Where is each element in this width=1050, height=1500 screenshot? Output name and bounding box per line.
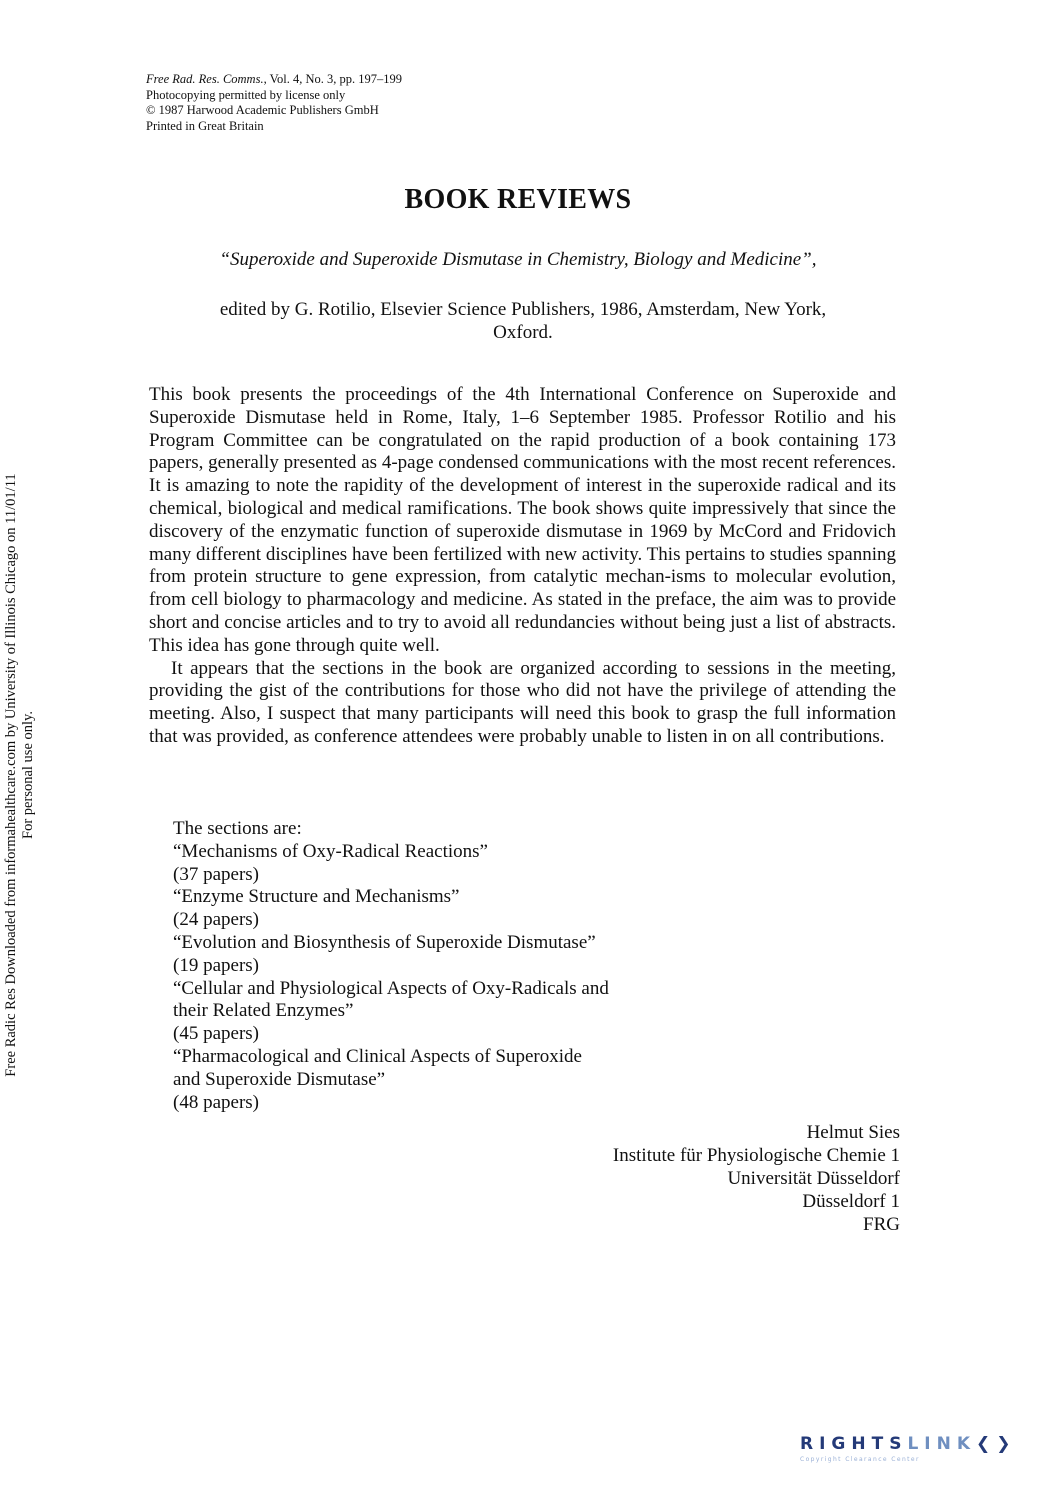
copyright-notice: © 1987 Harwood Academic Publishers GmbH bbox=[146, 103, 379, 117]
section-5-title-line-1: “Pharmacological and Clinical Aspects of Superoxide bbox=[173, 1045, 582, 1067]
citation-line bbox=[146, 72, 402, 88]
reviewer-institute: Institute für Physiologische Chemie 1 bbox=[612, 1145, 900, 1166]
section-2-title: “Enzyme Structure and Mechanisms” bbox=[173, 886, 460, 908]
rightslink-rights-text: RIGHTS bbox=[800, 1434, 908, 1454]
rightslink-logo[interactable] bbox=[800, 1434, 1032, 1474]
review-paragraph-2: It appears that the sections in the book are organized according to sessions in the meeting, providing the gist of the contributions for those who did not have the privilege of attending the meeting. Also, I suspect that many participants will need this book to grasp the full information that was provided, as conference attendees were probably unable to listen in on all contributions. bbox=[149, 657, 896, 747]
reviewer-signature bbox=[613, 1121, 900, 1236]
printed-notice: Printed in Great Britain bbox=[146, 118, 264, 133]
section-3-title: “Evolution and Biosynthesis of Superoxide Dismutase” bbox=[173, 931, 596, 953]
journal-citation: Free Rad. Res. Comms. bbox=[146, 72, 264, 86]
edited-line-2: Oxford. bbox=[493, 322, 553, 343]
section-4-count: (45 papers) bbox=[173, 1023, 259, 1045]
reviewer-university: Universität Düsseldorf bbox=[727, 1168, 900, 1189]
rightslink-wordmark bbox=[800, 1434, 1032, 1454]
volume-info: , Vol. 4, No. 3, pp. 197–199 bbox=[263, 72, 403, 86]
page-title: BOOK REVIEWS bbox=[404, 184, 632, 215]
section-2-count: (24 papers) bbox=[173, 909, 259, 931]
section-5-count: (48 papers) bbox=[173, 1091, 259, 1113]
review-paragraph-1: This book presents the proceedings of the 4th International Conference on Superoxide and Superoxide Dismutase held in Rome, Italy, 1–6 September 1985. Professor Rotilio and his Program Committee can be congratulated on the rapid production of a book containing 173 papers, generally presented as 4-page condensed communications with the most recent references. It is amazing to note the rapidity of the development of interest in the superoxide radical and its chemical, biological and medical ramifications. The book shows quite impressively that since the discovery of the enzymatic function of superoxide dismutase in 1969 by McCord and Fridovich many different disciplines have been fertilized with new activity. This pertains to studies spanning from protein structure to gene expression, from catalytic mechan-isms to molecular evolution, from cell biology to pharmacology and medicine. As stated in the preface, the aim was to provide short and concise articles and to try to avoid all redundancies without being just a list of abstracts. This idea has gone through quite well. bbox=[149, 384, 896, 656]
section-1-count: (37 papers) bbox=[173, 863, 259, 885]
edited-line-1: edited by G. Rotilio, Elsevier Science Publishers, 1986, Amsterdam, New York, bbox=[219, 299, 827, 320]
section-1-title: “Mechanisms of Oxy-Radical Reactions” bbox=[173, 840, 488, 862]
photocopying-notice: Photocopying permitted by license only bbox=[146, 87, 346, 102]
section-5-title-line-2: and Superoxide Dismutase” bbox=[173, 1068, 386, 1090]
book-publication-info bbox=[148, 298, 898, 344]
sections-intro: The sections are: bbox=[173, 818, 302, 839]
journal-header bbox=[146, 72, 402, 134]
download-watermark bbox=[3, 415, 39, 1135]
reviewer-city: Düsseldorf 1 bbox=[802, 1191, 900, 1212]
reviewer-country: FRG bbox=[863, 1214, 900, 1235]
section-4-title-line-2: their Related Enzymes” bbox=[173, 1000, 354, 1022]
section-3-count: (19 papers) bbox=[173, 954, 259, 976]
book-title: “Superoxide and Superoxide Dismutase in Chemistry, Biology and Medicine”, bbox=[219, 249, 817, 270]
section-4-title-line-1: “Cellular and Physiological Aspects of Oxy-Radicals and bbox=[173, 977, 609, 999]
sections-list bbox=[173, 818, 609, 1114]
rightslink-arrow-icon: ❮❯ bbox=[976, 1434, 1017, 1454]
rightslink-link-text: LINK bbox=[907, 1434, 976, 1454]
download-watermark-line-1: Free Radic Res Downloaded from informahealthcare.com by University of Illinois Chicago on 11/01/11 bbox=[3, 473, 19, 1077]
reviewer-name: Helmut Sies bbox=[806, 1122, 900, 1143]
download-watermark-line-2: For personal use only. bbox=[20, 711, 36, 839]
rightslink-tagline: Copyright Clearance Center bbox=[800, 1456, 920, 1463]
review-body bbox=[149, 384, 896, 749]
